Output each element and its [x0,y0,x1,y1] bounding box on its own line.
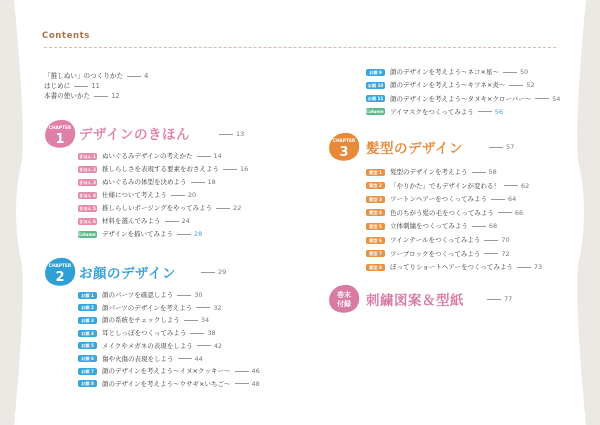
heading-divider [44,47,556,48]
leader-line [190,333,204,334]
toc-entry [366,167,497,177]
section-tag: 髪型 3 [366,196,385,203]
toc-entry [366,221,497,231]
chapter-1-badge-label: CHAPTER [48,126,72,131]
toc-entry [366,249,510,259]
toc-entry [366,94,560,104]
chapter-1-badge [43,118,77,150]
section-tag: お顔 8 [78,380,97,387]
chapter-2-page: 29 [197,268,226,276]
section-tag: きほん 6 [79,218,96,224]
leader-line [472,172,486,173]
section-tag: きほん 5 [79,205,96,211]
appendix-title: 刺繍図案＆型紙 [366,293,464,309]
leader-line [472,226,486,227]
toc-entry-label: 顔のデザインを考えよう～タヌキ×クローバー～ [390,94,532,103]
section-tag: きほん 2 [79,166,96,172]
leader-line [484,253,498,254]
leader-line [235,371,249,372]
toc-entry-page: 22 [233,204,242,212]
toc-entry-label: ぬいぐるみデザインの考えかた [102,152,193,160]
section-tag: 髪型 4 [366,209,385,216]
leader-line [94,96,108,97]
leader-line [177,234,191,235]
section-tag: きほん 1 [79,153,96,159]
chapter-2-title: お顔のデザイン [79,266,177,282]
leader-line [484,240,498,241]
chapter-3-badge-number: 3 [339,145,349,160]
chapter-2-badge [43,256,77,288]
toc-entry-label: 推しらしいポージングをやってみよう [102,204,213,212]
intro-item-label: はじめに [44,82,71,90]
toc-entry-label: ツートンヘアーをつくってみよう [390,195,487,204]
leader-line [197,345,211,346]
section-tag: お顔 3 [78,317,97,324]
toc-entry [366,208,523,218]
toc-entry [366,194,516,204]
toc-entry [78,216,190,226]
toc-entry-label: ぼってりショートヘアーをつくってみよう [390,263,513,272]
toc-entry [78,341,222,351]
toc-entry-label: 顔のデザインを考えよう～ネコ×星～ [390,68,499,76]
toc-entry-page: 68 [488,222,498,231]
intro-item-label: 本書の使いかた [44,92,91,100]
toc-entry-page: 18 [207,178,216,186]
toc-entry [78,190,196,200]
toc-entry-page: 42 [213,341,223,350]
toc-entry [78,366,260,376]
toc-entry-label: 顔のデザインを考えよう～イヌ×クッキー～ [102,367,231,376]
toc-entry-label: 傷や火傷の表現をしよう [102,354,174,363]
toc-entry-page: 56 [494,107,504,116]
toc-entry [78,229,202,239]
chapter-2-badge-number: 2 [55,270,65,285]
toc-entry-page: 66 [514,208,524,217]
section-tag: 髪型 2 [366,182,385,189]
toc-entry-label: 色のちがう髪の毛をつくってみよう [390,208,494,217]
section-tag: きほん 3 [79,179,96,185]
toc-entry-page: 14 [213,152,222,160]
section-tag: お顔 2 [78,304,97,311]
leader-line [498,212,512,213]
toc-entry-label: 顔のデザインを考えよう～キツネ×炎～ [390,81,506,90]
toc-entry-label: デザインを描いてみよう [102,230,174,238]
intro-item [44,70,148,80]
toc-entry [78,354,203,364]
toc-entry [366,262,542,272]
toc-entry-label: 髪型のデザインを考えよう [390,168,468,176]
toc-entry-label: 材料を選んでみよう [102,217,161,225]
leader-line [197,156,211,157]
toc-entry-page: 34 [200,316,210,325]
leader-line [216,208,230,209]
intro-item-page: 12 [111,92,120,100]
toc-entry-page: 30 [194,291,203,299]
section-tag: お顔 11 [367,96,384,102]
toc-entry-page: 64 [507,195,517,204]
chapter-2-badge-label: CHAPTER [48,264,72,269]
section-tag: Column 1 [78,231,101,237]
toc-entry-label: 顔パーツのデザインを考えよう [102,303,193,312]
appendix-badge-line2: 付録 [337,300,351,308]
leader-line [196,307,210,308]
toc-entry-page: 62 [521,181,530,190]
section-tag: 髪型 5 [366,223,385,230]
leader-line [165,221,179,222]
section-tag: お顔 9 [366,69,385,76]
toc-entry-label: 推しらしさを表現する要素をおさえよう [102,165,219,173]
toc-entry [78,379,260,389]
toc-entry-label: 「やりかた」でもデザインが変わる！ [390,181,501,190]
toc-entry-page: 72 [501,249,510,258]
appendix-badge-line1: 巻末 [337,291,351,299]
section-tag: お顔 1 [78,292,97,299]
chapter-3-badge-label: CHAPTER [332,139,356,144]
section-tag: 髪型 6 [366,237,385,244]
toc-entry-page: 24 [181,217,190,225]
chapter-3-page: 57 [485,143,514,151]
intro-item [44,80,100,90]
toc-entry-label: ツーブロックをつくってみよう [390,249,481,258]
toc-entry [366,107,503,117]
toc-entry [78,303,222,313]
toc-entry-page: 58 [488,168,497,176]
toc-entry-page: 48 [251,379,260,388]
toc-entry [78,328,216,338]
leader-line [184,320,198,321]
toc-entry-page: 20 [187,191,197,199]
toc-entry-label: メイクやメガネの表現をしよう [102,341,193,350]
toc-entry-page: 73 [533,263,543,272]
section-tag: Column 2 [366,109,389,115]
chapter-3-title: 髪型のデザイン [366,141,464,157]
appendix-badge [327,283,361,315]
leader-line [191,182,205,183]
toc-entry-page: 50 [520,68,529,76]
leader-line [503,72,517,73]
toc-entry-label: 顔のパーツを確認しよう [102,291,174,299]
section-tag: お顔 4 [78,330,97,337]
toc-entry [78,290,203,300]
section-tag: 髪型 1 [366,169,385,176]
contents-heading: Contents [42,31,90,41]
section-tag: お顔 6 [78,355,97,362]
leader-line [171,195,185,196]
toc-entry-label: 仕様について考えよう [102,191,167,199]
intro-item-page: 4 [144,72,149,80]
leader-line [177,295,191,296]
chapter-1-page: 13 [215,130,244,138]
leader-line [517,267,531,268]
toc-entry-page: 70 [501,236,510,244]
toc-entry [78,164,248,174]
toc-entry-label: 顔のデザインを考えよう～ウサギ×いちご～ [102,379,231,388]
toc-entry [366,67,528,77]
leader-line [491,199,505,200]
toc-entry [78,203,241,213]
leader-line [178,358,192,359]
toc-entry-label: ツインテールをつくってみよう [390,236,481,244]
toc-entry-page: 44 [194,354,203,363]
intro-item-page: 11 [91,82,100,90]
toc-entry-label: 立体刺繍をつくってみよう [390,222,468,231]
leader-line [223,169,237,170]
toc-entry-page: 46 [251,367,260,376]
chapter-3-badge [327,131,361,163]
leader-line [235,383,249,384]
toc-entry-page: 54 [552,94,561,103]
chapter-1-title: デザインのきほん [79,127,191,143]
toc-entry [78,315,209,325]
toc-entry-page: 38 [207,329,216,338]
toc-entry [366,181,529,191]
section-tag: お顔 7 [78,368,97,375]
toc-entry-page: 52 [526,81,535,90]
toc-entry [78,151,222,161]
leader-line [74,86,88,87]
toc-entry-page: 32 [213,303,222,312]
toc-entry [366,235,510,245]
section-tag: お顔 10 [367,82,384,88]
leader-line [509,85,523,86]
appendix-page: 77 [483,295,512,303]
intro-item-label: 「推しぬい」のつくりかた [44,72,124,80]
toc-entry [366,80,535,90]
toc-entry [78,177,216,187]
leader-line [478,111,492,112]
intro-item [44,90,120,100]
toc-entry-label: ぬいぐるみの体型を決めよう [102,178,187,186]
toc-entry-label: アイマスクをつくってみよう [390,107,474,116]
section-tag: きほん 4 [79,192,96,198]
chapter-1-badge-number: 1 [55,132,65,147]
toc-entry-label: 顔の系統をチェックしよう [102,316,180,325]
toc-entry-label: 耳としっぽをつくってみよう [102,329,187,338]
leader-line [504,185,518,186]
section-tag: 髪型 7 [366,250,385,257]
leader-line [127,76,141,77]
section-tag: 髪型 8 [366,264,385,271]
toc-entry-page: 16 [240,165,249,173]
leader-line [535,98,549,99]
section-tag: お顔 5 [78,342,97,349]
toc-entry-page: 28 [194,230,203,238]
